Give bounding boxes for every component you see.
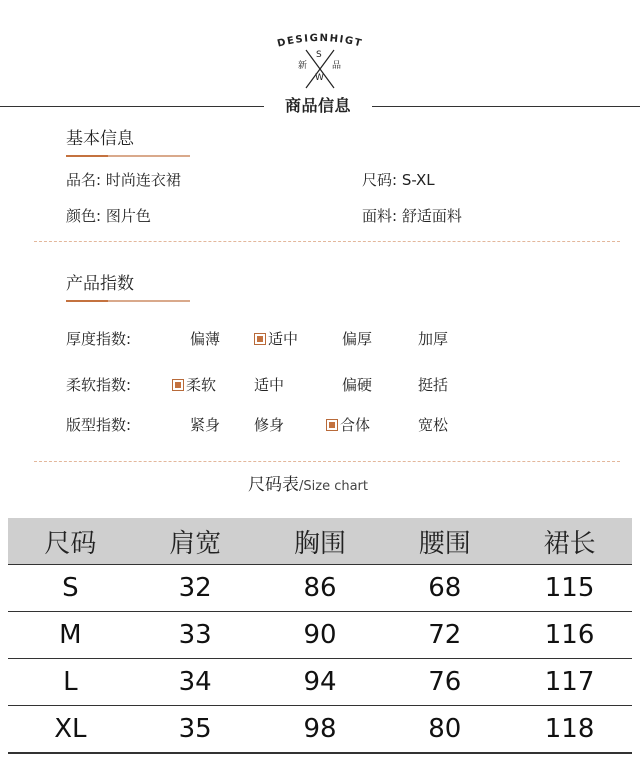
index-option xyxy=(254,375,284,395)
index-option-label: 挺括 xyxy=(418,376,449,394)
logo-char-new: 新 xyxy=(298,61,308,71)
table-cell: 116 xyxy=(507,612,632,659)
index-option-selected xyxy=(254,329,298,349)
index-option-label: 合体 xyxy=(340,416,371,434)
index-option xyxy=(418,329,448,349)
header-length: 裙长 xyxy=(507,518,632,565)
index-option xyxy=(418,375,448,395)
checkbox-checked-icon xyxy=(254,333,266,345)
header-size: 尺码 xyxy=(8,518,133,565)
size-chart-title-en: /Size chart xyxy=(299,479,368,494)
logo-letter-s: S xyxy=(316,50,322,60)
index-option-label: 加厚 xyxy=(418,330,449,348)
table-row xyxy=(8,659,632,706)
section-title: 商品信息 xyxy=(284,96,351,115)
svg-text:DESIGNHIGT: DESIGNHIGT xyxy=(276,32,364,50)
index-option-label: 紧身 xyxy=(190,416,221,434)
table-cell: 34 xyxy=(133,659,258,706)
header-shoulder: 肩宽 xyxy=(133,518,258,565)
header-waist: 腰围 xyxy=(382,518,507,565)
index-option xyxy=(254,415,284,435)
basic-info-heading: 基本信息 xyxy=(66,129,134,149)
table-cell: 86 xyxy=(258,565,383,612)
table-cell: 35 xyxy=(133,706,258,754)
brand-logo xyxy=(262,30,378,92)
title-divider-right xyxy=(372,106,640,107)
checkbox-checked-icon xyxy=(326,419,338,431)
logo-char-product: 品 xyxy=(332,61,342,71)
dotted-divider-1 xyxy=(34,241,620,242)
index-label: 柔软指数: xyxy=(66,376,132,394)
index-option-selected xyxy=(172,375,216,395)
table-row xyxy=(8,706,632,754)
index-label: 厚度指数: xyxy=(66,330,132,348)
table-row xyxy=(8,565,632,612)
table-cell: 76 xyxy=(382,659,507,706)
index-option-label: 宽松 xyxy=(418,416,449,434)
table-cell: 117 xyxy=(507,659,632,706)
table-cell: S xyxy=(8,565,133,612)
product-size-range: 尺码: S-XL xyxy=(362,171,435,189)
table-cell: 118 xyxy=(507,706,632,754)
table-cell: L xyxy=(8,659,133,706)
dotted-divider-2 xyxy=(34,461,620,462)
size-table xyxy=(8,518,632,754)
product-index-heading: 产品指数 xyxy=(66,274,134,294)
index-option xyxy=(190,329,220,349)
size-chart-title-cn: 尺码表 xyxy=(248,475,299,495)
table-cell: 98 xyxy=(258,706,383,754)
index-option xyxy=(418,415,448,435)
index-option xyxy=(342,329,372,349)
table-cell: M xyxy=(8,612,133,659)
index-option-label: 偏厚 xyxy=(342,330,373,348)
table-cell: 68 xyxy=(382,565,507,612)
table-cell: 115 xyxy=(507,565,632,612)
product-index-underline xyxy=(66,300,190,302)
checkbox-checked-icon xyxy=(172,379,184,391)
index-option xyxy=(190,415,220,435)
index-option-label: 偏硬 xyxy=(342,376,373,394)
product-color: 颜色: 图片色 xyxy=(66,207,151,225)
index-option-selected xyxy=(326,415,370,435)
size-chart-title xyxy=(0,474,616,498)
table-cell: 33 xyxy=(133,612,258,659)
index-option-label: 适中 xyxy=(268,330,299,348)
product-name: 品名: 时尚连衣裙 xyxy=(66,171,181,189)
table-cell: 80 xyxy=(382,706,507,754)
table-cell: XL xyxy=(8,706,133,754)
product-fabric: 面料: 舒适面料 xyxy=(362,207,462,225)
basic-info-underline xyxy=(66,155,190,157)
size-table-header xyxy=(8,518,632,565)
header-bust: 胸围 xyxy=(258,518,383,565)
table-cell: 32 xyxy=(133,565,258,612)
index-option xyxy=(342,375,372,395)
index-label: 版型指数: xyxy=(66,416,132,434)
table-cell: 90 xyxy=(258,612,383,659)
table-cell: 72 xyxy=(382,612,507,659)
table-cell: 94 xyxy=(258,659,383,706)
index-option-label: 偏薄 xyxy=(190,330,221,348)
table-row xyxy=(8,612,632,659)
logo-letter-w: W xyxy=(315,73,324,83)
index-option-label: 柔软 xyxy=(186,376,217,394)
index-option-label: 修身 xyxy=(254,416,285,434)
index-option-label: 适中 xyxy=(254,376,285,394)
title-divider-left xyxy=(0,106,264,107)
